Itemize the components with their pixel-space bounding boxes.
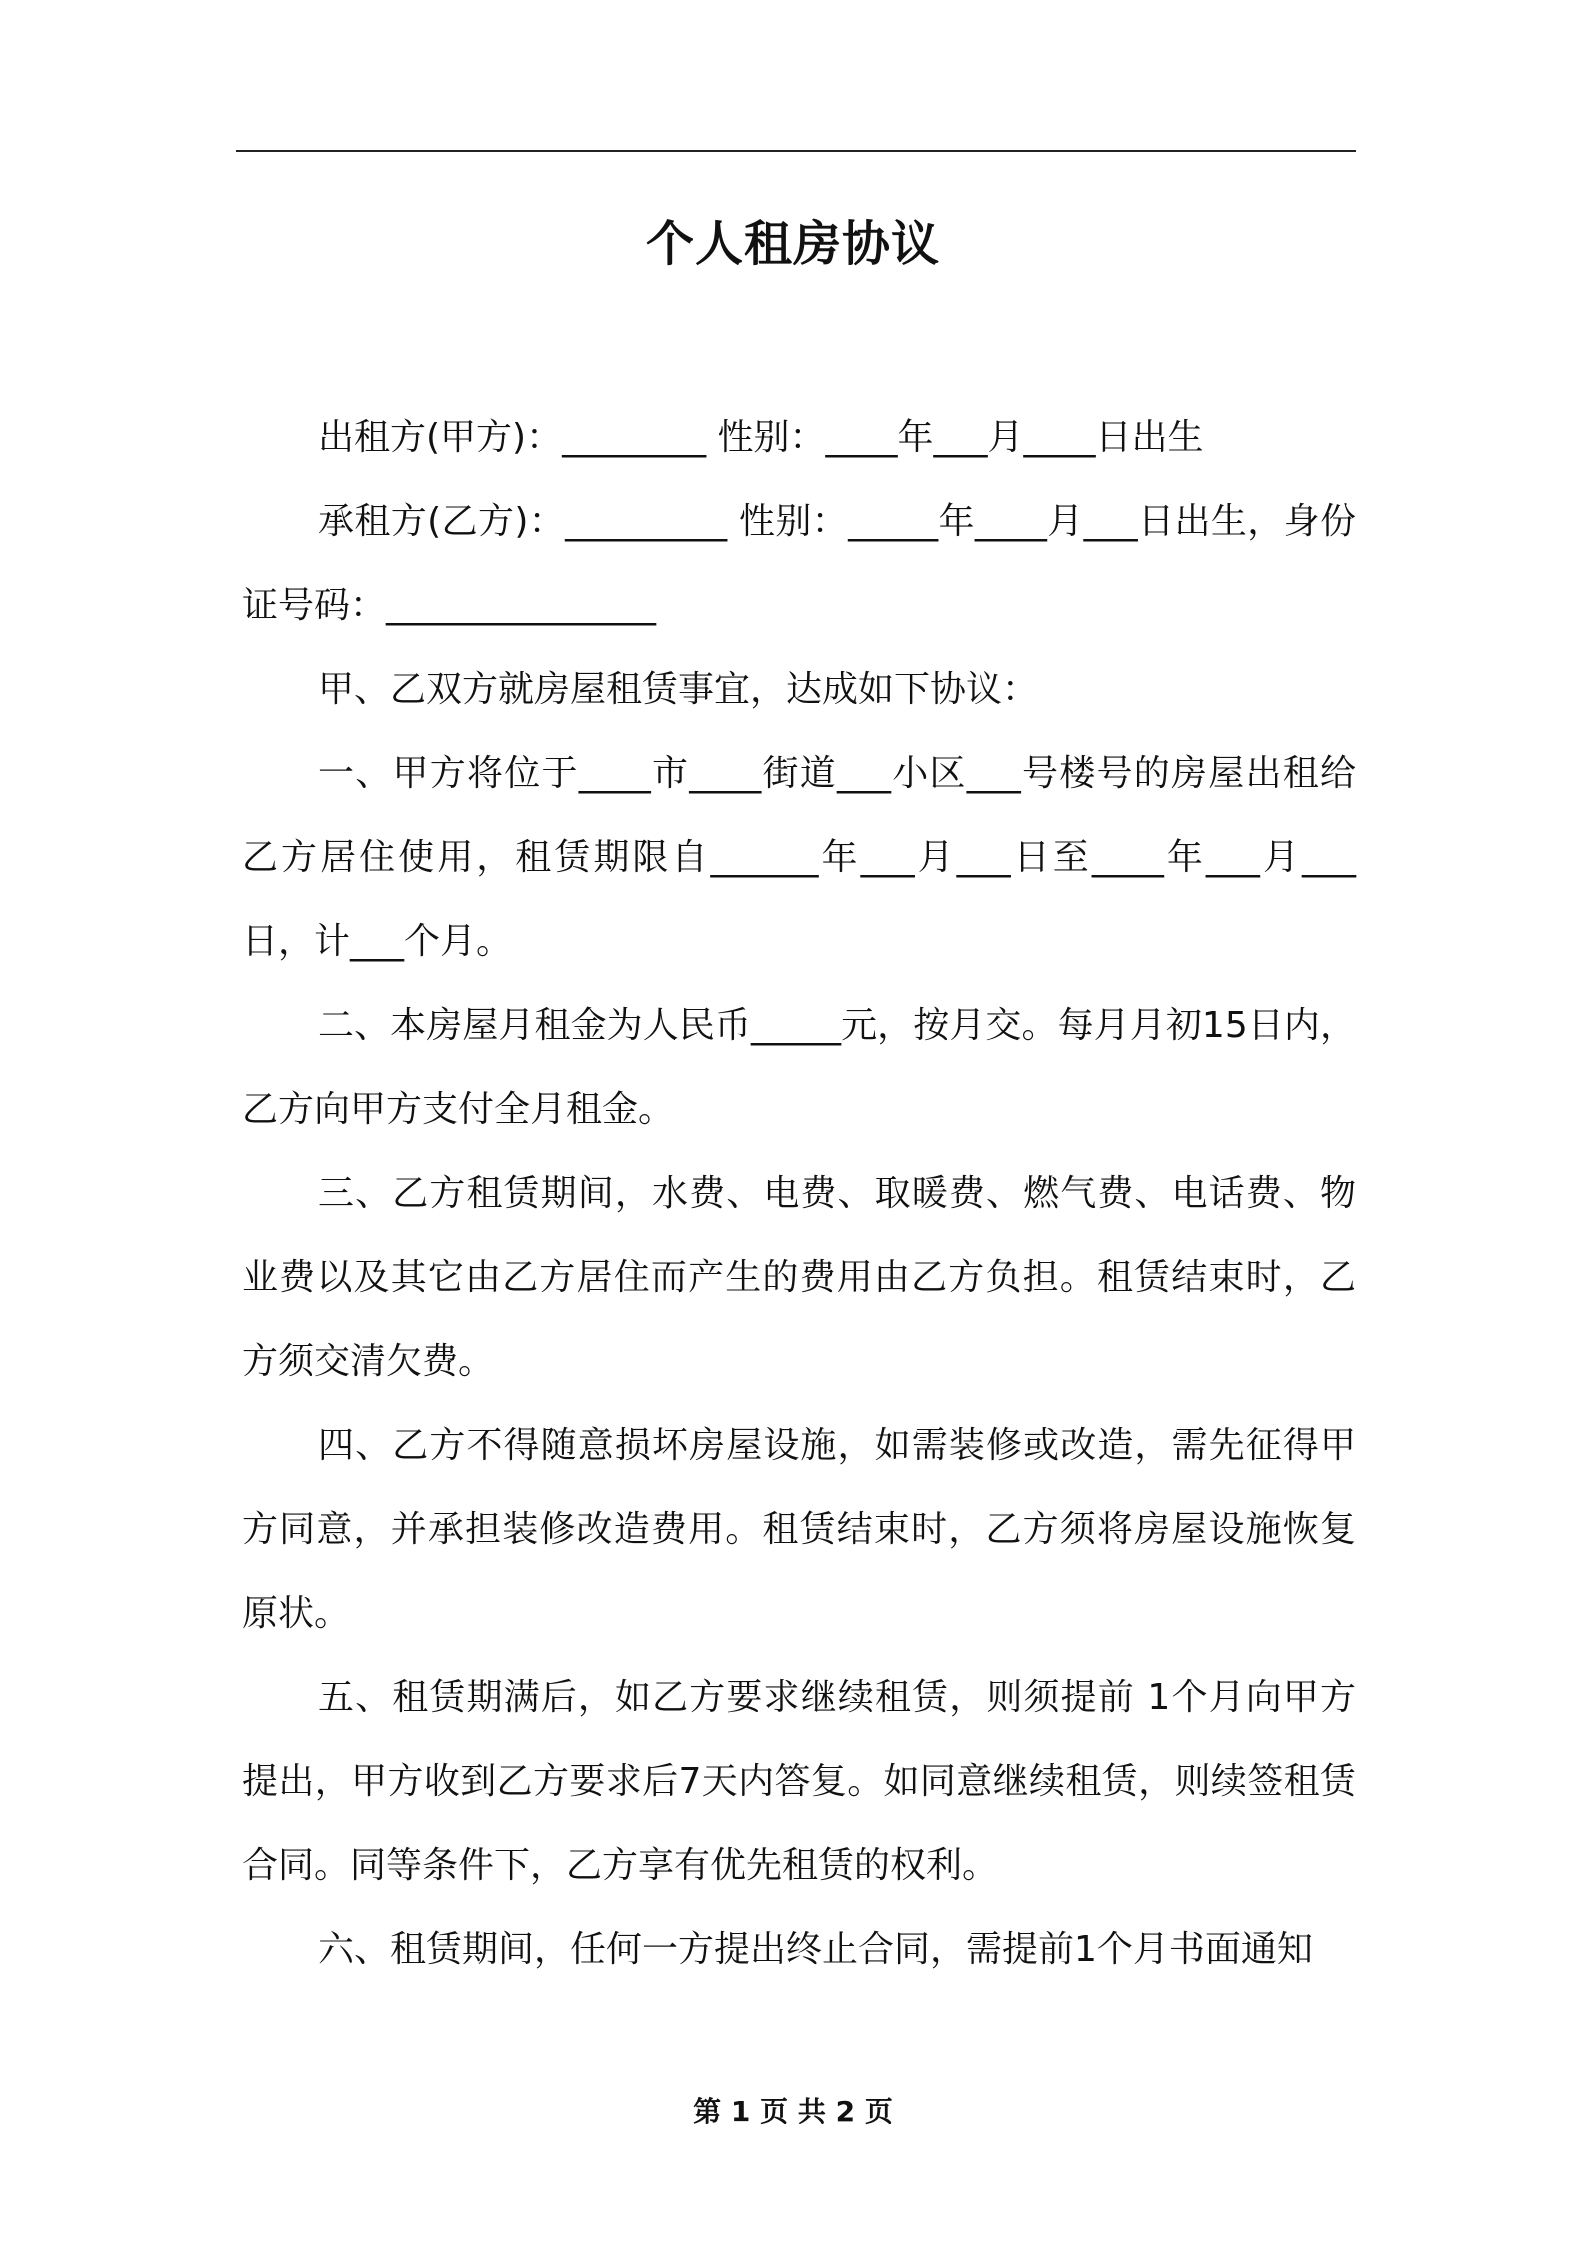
- clause-1-paragraph: 一、甲方将位于____市____街道___小区___号楼号的房屋出租给乙方居住使用，租赁期限自______年___月___日至____年___月___日，计___个月。: [242, 753, 1356, 962]
- clause-5-paragraph: 五、租赁期满后，如乙方要求继续租赁，则须提前 1个月向甲方提出，甲方收到乙方要求后7天内答复。如同意继续租赁，则续签租赁合同。同等条件下，乙方享有优先租赁的权利。: [242, 1677, 1356, 1886]
- clause-4-paragraph: 四、乙方不得随意损坏房屋设施，如需装修或改造，需先征得甲方同意，并承担装修改造费用。租赁结束时，乙方须将房屋设施恢复原状。: [242, 1425, 1356, 1634]
- lessee-info-paragraph: 承租方(乙方)：_________ 性别：_____年____月___日出生，身份证号码：_______________: [242, 501, 1356, 626]
- document-title: 个人租房协议: [645, 216, 940, 272]
- header-rule: [236, 150, 1356, 152]
- lessor-info-paragraph: 出租方(甲方)：________ 性别：____年___月____日出生: [318, 417, 1204, 458]
- clause-2-paragraph: 二、本房屋月租金为人民币_____元，按月交。每月月初15日内，乙方向甲方支付全月租金。: [242, 1005, 1356, 1130]
- clause-3-paragraph: 三、乙方租赁期间，水费、电费、取暖费、燃气费、电话费、物业费以及其它由乙方居住而产生的费用由乙方负担。租赁结束时，乙方须交清欠费。: [242, 1173, 1356, 1382]
- agreement-intro-paragraph: 甲、乙双方就房屋租赁事宜，达成如下协议：: [318, 669, 1039, 710]
- clause-6-paragraph: 六、租赁期间，任何一方提出终止合同，需提前1个月书面通知: [318, 1929, 1313, 1970]
- document-body: [242, 396, 1356, 1992]
- page-number-footer: 第 1 页 共 2 页: [693, 2095, 893, 2128]
